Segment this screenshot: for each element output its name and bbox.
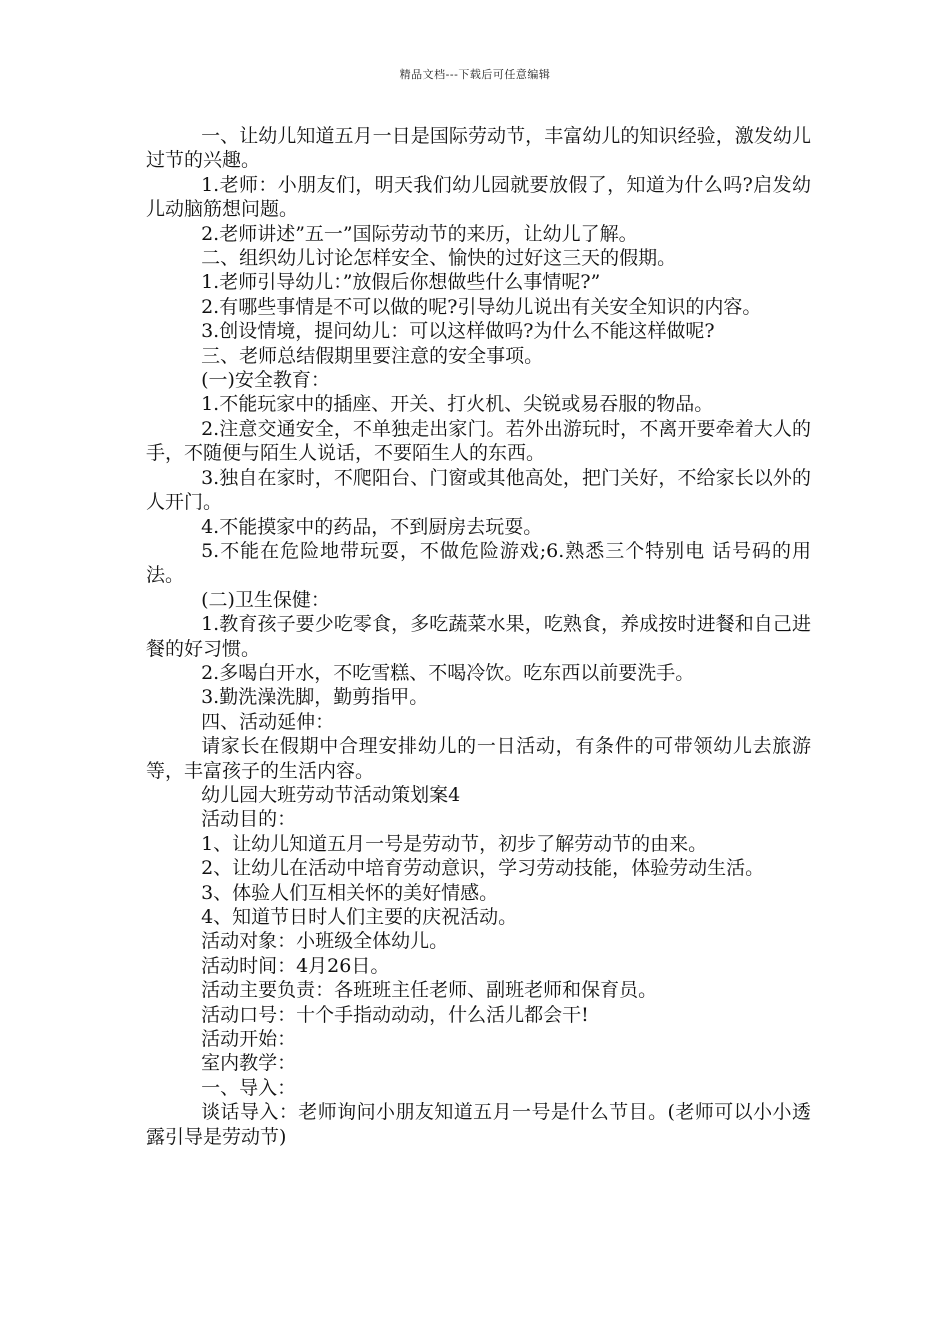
paragraph: 活动对象：小班级全体幼儿。	[201, 930, 449, 953]
paragraph: 2.老师讲述”五一”国际劳动节的来历，让幼儿了解。	[201, 222, 638, 245]
paragraph: 2.有哪些事情是不可以做的呢?引导幼儿说出有关安全知识的内容。	[201, 295, 762, 318]
paragraph: 活动主要负责：各班班主任老师、副班老师和保育员。	[201, 979, 658, 1002]
paragraph: 活动开始：	[201, 1028, 297, 1051]
section-title: 幼儿园大班劳动节活动策划案4	[201, 783, 461, 806]
paragraph: 1.老师：小朋友们，明天我们幼儿园就要放假了，知道为什么吗?启发幼儿动脑筋想问题。	[146, 173, 811, 221]
paragraph: 1.老师引导幼儿：”放假后你想做些什么事情呢?”	[201, 271, 601, 294]
paragraph: (二)卫生保健：	[201, 588, 330, 611]
paragraph: 活动目的：	[201, 808, 297, 831]
paragraph: 活动时间：4月26日。	[201, 954, 390, 977]
paragraph: 3.独自在家时，不爬阳台、门窗或其他高处，把门关好，不给家长以外的人开门。	[146, 466, 811, 514]
paragraph: 二、组织幼儿讨论怎样安全、愉快的过好这三天的假期。	[201, 247, 677, 270]
paragraph: 一、让幼儿知道五月一日是国际劳动节，丰富幼儿的知识经验，激发幼儿过节的兴趣。	[146, 125, 811, 172]
paragraph: 2.多喝白开水，不吃雪糕、不喝冷饮。吃东西以前要洗手。	[201, 661, 695, 684]
paragraph: 1.教育孩子要少吃零食，多吃蔬菜水果，吃熟食，养成按时进餐和自己进餐的好习惯。	[146, 613, 811, 660]
paragraph: 1、让幼儿知道五月一号是劳动节，初步了解劳动节的由来。	[201, 832, 708, 855]
paragraph: 1.不能玩家中的插座、开关、打火机、尖锐或易吞服的物品。	[201, 393, 714, 416]
paragraph: 3.创设情境，提问幼儿：可以这样做吗?为什么不能这样做呢?	[201, 320, 715, 343]
paragraph: 4.不能摸家中的药品，不到厨房去玩耍。	[201, 515, 543, 538]
page-header: 精品文档---下载后可任意编辑	[399, 68, 551, 81]
paragraph: 一、导入：	[201, 1076, 297, 1099]
paragraph: 活动口号：十个手指动动动，什么活儿都会干!	[201, 1003, 589, 1026]
document-body	[146, 124, 811, 1149]
paragraph: 3、体验人们互相关怀的美好情感。	[201, 881, 499, 904]
paragraph: 3.勤洗澡洗脚，勤剪指甲。	[201, 686, 429, 709]
paragraph: 三、老师总结假期里要注意的安全事项。	[201, 344, 544, 367]
paragraph: 请家长在假期中合理安排幼儿的一日活动，有条件的可带领幼儿去旅游等，丰富孩子的生活内容。	[146, 735, 811, 782]
paragraph: 谈话导入：老师询问小朋友知道五月一号是什么节目。(老师可以小小透露引导是劳动节)	[146, 1101, 811, 1148]
paragraph: 2、让幼儿在活动中培育劳动意识，学习劳动技能，体验劳动生活。	[201, 857, 765, 880]
paragraph: 4、知道节日时人们主要的庆祝活动。	[201, 906, 518, 928]
paragraph: (一)安全教育：	[201, 369, 330, 392]
paragraph: 四、活动延伸：	[201, 710, 335, 733]
paragraph: 室内教学：	[201, 1052, 297, 1075]
paragraph: 5.不能在危险地带玩耍，不做危险游戏;6.熟悉三个特别电 话号码的用法。	[146, 539, 811, 587]
paragraph: 2.注意交通安全，不单独走出家门。若外出游玩时，不离开要牵着大人的手，不随便与陌生人说话，不要陌生人的东西。	[146, 417, 811, 465]
